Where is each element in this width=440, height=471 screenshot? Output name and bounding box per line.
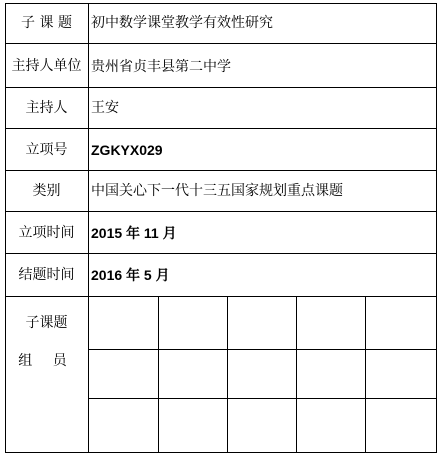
- member-cell[interactable]: [366, 350, 436, 398]
- member-cell[interactable]: [159, 297, 227, 349]
- category-label: 类别: [32, 183, 61, 199]
- category-value: 中国关心下一代十三五国家规划重点课题: [91, 183, 343, 199]
- subtopic-label: 子 课 题: [21, 15, 72, 31]
- members-label-line2: 组 员: [18, 353, 75, 369]
- approval-time-label: 立项时间: [18, 225, 75, 241]
- approval-time-value: 2015 年 11 月: [91, 225, 177, 241]
- member-cell[interactable]: [297, 399, 365, 452]
- host-unit-label: 主持人单位: [11, 58, 82, 74]
- row-divider: [5, 170, 437, 171]
- member-cell[interactable]: [89, 297, 158, 349]
- subtopic-value: 初中数学课堂教学有效性研究: [91, 15, 273, 31]
- host-label: 主持人: [25, 100, 68, 116]
- member-cell[interactable]: [228, 399, 296, 452]
- member-cell[interactable]: [297, 350, 365, 398]
- row-divider: [5, 253, 437, 254]
- row-divider: [5, 128, 437, 129]
- project-number-value: ZGKYX029: [91, 142, 163, 158]
- member-cell[interactable]: [159, 350, 227, 398]
- project-number-label: 立项号: [25, 142, 68, 158]
- member-cell[interactable]: [89, 399, 158, 452]
- row-divider: [5, 43, 437, 44]
- row-divider: [5, 211, 437, 212]
- host-unit-value: 贵州省贞丰县第二中学: [91, 59, 231, 75]
- row-divider: [5, 87, 437, 88]
- member-cell[interactable]: [228, 350, 296, 398]
- completion-time-value: 2016 年 5 月: [91, 267, 170, 283]
- host-value: 王安: [91, 100, 119, 116]
- members-label-line1: 子课题: [25, 315, 68, 331]
- member-cell[interactable]: [297, 297, 365, 349]
- member-cell[interactable]: [366, 297, 436, 349]
- member-cell[interactable]: [366, 399, 436, 452]
- member-cell[interactable]: [89, 350, 158, 398]
- member-cell[interactable]: [228, 297, 296, 349]
- completion-time-label: 结题时间: [18, 267, 75, 283]
- member-cell[interactable]: [159, 399, 227, 452]
